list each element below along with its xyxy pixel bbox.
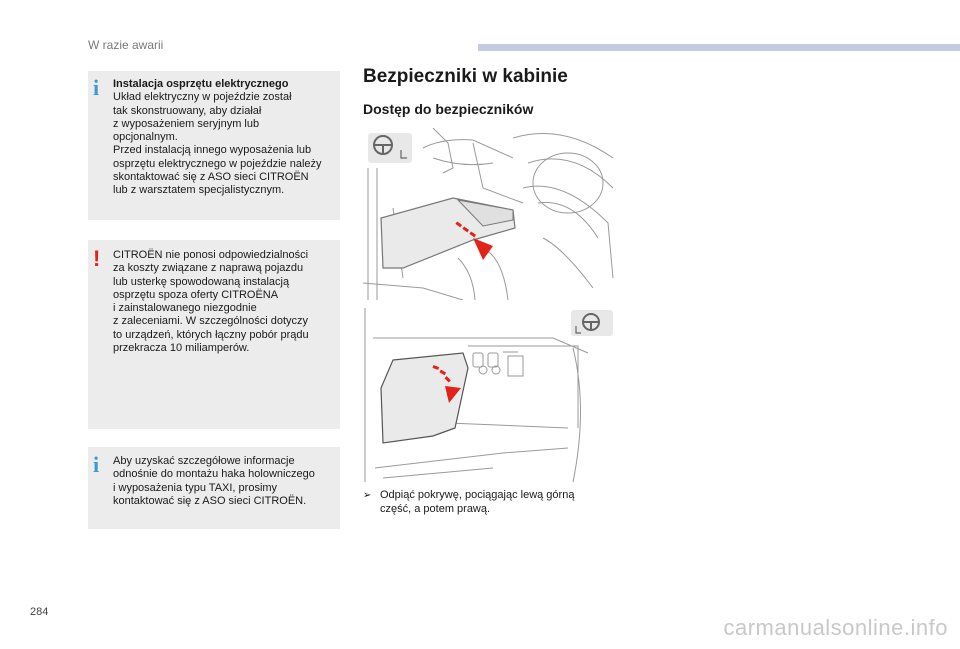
header-bar xyxy=(478,44,960,51)
warning-box xyxy=(88,240,340,429)
info-icon: i xyxy=(93,452,100,477)
info-box-body: Układ elektryczny w pojeździe został tak skonstruowany, aby działał z wyposażeniem seryjnym lub opcjonalnym. Przed instalacją innego wyposażenia lub osprzętu elektrycznego w pojeździe należy skontaktować się z ASO sieci CITROËN lub z warsztatem specjalistycznym. xyxy=(113,91,322,197)
cover-illustration xyxy=(363,308,615,482)
instruction-step xyxy=(363,489,623,516)
dashboard-drawing xyxy=(363,128,615,300)
page-number: 284 xyxy=(30,606,49,618)
info-box-electrical xyxy=(88,71,340,220)
info-box-towing-body: Aby uzyskać szczegółowe informacje odnośnie do montażu haka holowniczego i wyposażenia typu TAXI, prosimy kontaktować się z ASO sieci CITROËN. xyxy=(113,455,315,507)
cover-drawing xyxy=(363,308,615,482)
page-title: Bezpieczniki w kabinie xyxy=(363,66,568,87)
subsection-title: Dostęp do bezpieczników xyxy=(363,101,534,117)
info-icon: i xyxy=(93,75,100,100)
instruction-text: Odpiąć pokrywę, pociągając lewą górną część, a potem prawą. xyxy=(380,489,575,515)
info-box-title: Instalacja osprzętu elektrycznego xyxy=(113,78,289,90)
watermark: carmanualsonline.info xyxy=(723,615,948,640)
section-header: W razie awarii xyxy=(88,38,164,52)
dashboard-illustration xyxy=(363,128,615,300)
info-box-towing xyxy=(88,447,340,529)
warning-box-body: CITROËN nie ponosi odpowiedzialności za koszty związane z naprawą pojazdu lub usterkę spowodowaną instalacją osprzętu spoza oferty CITROËNA i zainstalowanego niezgodnie z zaleceniami. W szczególności dotyczy to urządzeń, których łączny pobór prądu przekracza 10 miliamperów. xyxy=(113,249,309,355)
arrow-bullet-icon: ➢ xyxy=(363,490,372,501)
warning-icon: ! xyxy=(93,246,101,271)
